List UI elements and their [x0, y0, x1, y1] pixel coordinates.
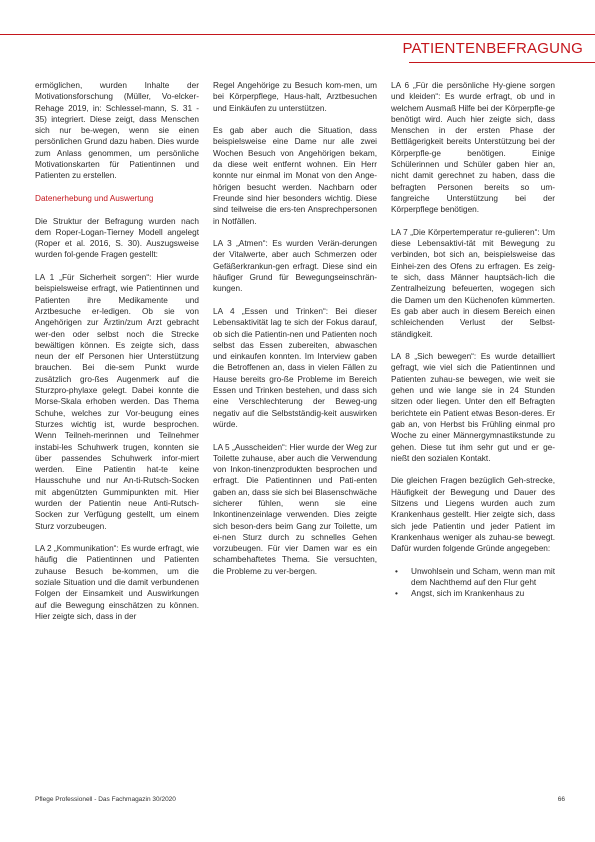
text-column-3: [391, 80, 555, 600]
list-item: • Unwohlsein und Scham, wenn man mit dem Nachthemd auf den Flur geht: [391, 566, 555, 589]
paragraph: LA 1 „Für Sicherheit sorgen“: Hier wurde beispielsweise erfragt, wie Patientinnen und Patienten ihre Medikamente und Arztbesuche er-ledigen. Ob sie von Angehörigen zur Ärztin/zum Arzt gebracht wer-den oder selbst noch die Strecke bewältigen können. Es zeigte sich, dass neun der elf Personen hier Unterstützung brauchen. Bei die-sem Punkt wurde zusätzlich gro-ßes Augenmerk auf die Sturzpro-phylaxe gelegt. Dabei konnte die Morse-Skala erhoben werden. Das Thema Schuhe, welches zur Vor-beugung eines Sturzes wichtig ist, wurde besprochen. Wenn Teilneh-merinnen und Teilnehmer instabi-les Schuhwerk trugen, konnten sie über passendes Schuhwerk infor-miert werden. Eine Patientin hat-te keine Hausschuhe und nur An-ti-Rutsch-Socken mit abgenützten Gummipunkten mit. Hier wurden der Patientin neue Anti-Rutsch-Socken zur Verfügung gestellt, um einem Sturz vorzubeugen.: [35, 273, 199, 531]
paragraph: LA 7 „Die Körpertemperatur re-gulieren“: Um diese Lebensaktivi-tät mit Bewegung zu verbinden, bot sich an, beispielsweise das Einhei-zen des Ofens zu erfragen. Es zeig-te sich, dass Männer hauptsäch-lich die Zentralheizung befeuerten, wogegen sich die Damen um den Küchenofen kümmerten. Es gab aber auch in diesem Bereich einen schleichenden Verlust der Selbst-ständigkeit.: [391, 227, 555, 339]
paragraph: LA 8 „Sich bewegen“: Es wurde detailliert gefragt, wie viel sich die Patientinnen und Patienten zuhau-se bewegen, wie weit sie gehen und wie lange sie in 24 Stunden sitzen oder liegen. Unter den elf Befragten berichtete ein Patient etwas Beson-deres. Er gab an, von Herbst bis Frühling einmal pro Woche zu einer Männergymnastikstunde zu gehen. Diese tut ihm sehr gut und er ge-nießt den sozialen Kontakt.: [391, 352, 555, 463]
paragraph: Es gab aber auch die Situation, dass beispielsweise eine Dame nur alle zwei Wochen Besuch von Angehörigen bekam, da diese weit entfernt wohnen. Ein Herr konnte nur einmal im Monat von den Ange-hörigen besucht werden. Nachbarn oder Freunde sind hier besonders wichtig. Diese sind teilweise die ers-ten Ansprechpersonen in Notfällen.: [213, 126, 377, 226]
bullet-list: [391, 566, 555, 600]
section-heading: Datenerhebung und Auswertung: [35, 193, 154, 203]
section-title: PATIENTENBEFRAGUNG: [402, 40, 583, 57]
paragraph: LA 3 „Atmen“: Es wurden Verän-derungen der Vitalwerte, aber auch Schmerzen oder Gefäßerkrankun-gen erfragt. Diese sind ein häufiger Grund für Bewegungseinschrän-kungen.: [213, 239, 377, 294]
text-column-2: [213, 80, 377, 577]
paragraph: ermöglichen, wurden Inhalte der Motivationsforschung (Müller, Vo-elcker-Rehage 2019, in: Schlessel-mann, S. 31 - 35) integriert. Diese zeigt, dass Menschen sich nur be-wegen, wenn sie einen persönlichen Grund dazu haben. Dies wurde zum Anlass genommen, um persönliche Motivationskarten für Patientinnen und Patienten zu erstellen.: [35, 81, 199, 181]
list-item: • Angst, sich im Krankenhaus zu: [391, 588, 555, 599]
paragraph: Die Struktur der Befragung wurden nach dem Roper-Logan-Tierney Modell angelegt (Roper et al. 2016, S. 30). Auszugsweise wurden fol-gende Fragen gestellt:: [35, 216, 199, 260]
footer-journal: Pflege Professionell - Das Fachmagazin 30/2020: [35, 796, 176, 803]
header-rule: [0, 34, 595, 35]
section-title-underline: [409, 62, 595, 63]
paragraph: Regel Angehörige zu Besuch kom-men, um bei Körperpflege, Haus-halt, Arztbesuchen und Einkäufen zu unterstützen.: [213, 81, 377, 113]
paragraph: Die gleichen Fragen bezüglich Geh-strecke, Häufigkeit der Bewegung und Dauer des Sitzens und Liegens wurden auch zum Krankenhaus gestellt. Hier zeigte sich, dass sich jede Patientin und jeder Patient im Krankenhaus weniger als zuhau-se bewegt. Dafür wurden folgende Gründe angegeben:: [391, 476, 555, 554]
paragraph: LA 4 „Essen und Trinken“: Bei dieser Lebensaktivität lag te sich der Fokus darauf, ob sich die Patientin-nen und Patienten noch selbst das Essen zubereiten, abwaschen und einkaufen konnten. Im Interview gaben die Betroffenen an, dass in vielen Fällen zu Hause bereits gro-ße Probleme im Bereich Essen und Trinken bestehen, und dass sich eine Verschlechterung der Beweg-ung negativ auf die Selbstständig-keit auswirken würde.: [213, 306, 377, 429]
paragraph: LA 6 „Für die persönliche Hy-giene sorgen und kleiden“: Es wurde erfragt, ob und in welchem Ausmaß Hilfe bei der Körperpfle-ge benötigt wird. Auch hier zeigte sich, dass Menschen in der ersten Phase der Bettlägerigkeit bereits Unterstützung bei der Körperpfle-ge benötigen. Einige Schülerinnen und Schüler gaben hier an, nicht damit gerechnet zu haben, dass die befragten Personen bereits so um-fangreiche Unterstützung bei der Körperpflege benötigen.: [391, 81, 555, 215]
text-column-1: [35, 80, 199, 622]
paragraph: LA 2 „Kommunikation“: Es wurde erfragt, wie häufig die Patientinnen und Patienten zuhause Besuch be-kommen, um die soziale Situation und die damit verbundenen Folgen der Einsamkeit und Auswirkungen auf die Bewegung einschätzen zu können. Hier zeigte sich, dass in der: [35, 544, 199, 621]
paragraph: LA 5 „Ausscheiden“: Hier wurde der Weg zur Toilette zuhause, aber auch die Verwendung von Inkon-tinenzprodukten besprochen und erfragt. Die Patientinnen und Pati-enten gaben an, dass sie sich bei Blasenschwäche sicherer fühlen, wenn sie eine Inkontinenzeinlage verwenden. Dies zeigte sich beson-ders beim Gang zur Toilette, um ei-nen Sturz durch zu schnelles Gehen vorzubeugen. Für vier Damen war es ein schambehaftetes Thema. Sie versuchten, die Probleme zu ver-bergen.: [213, 442, 377, 576]
page-number: 66: [557, 796, 565, 803]
